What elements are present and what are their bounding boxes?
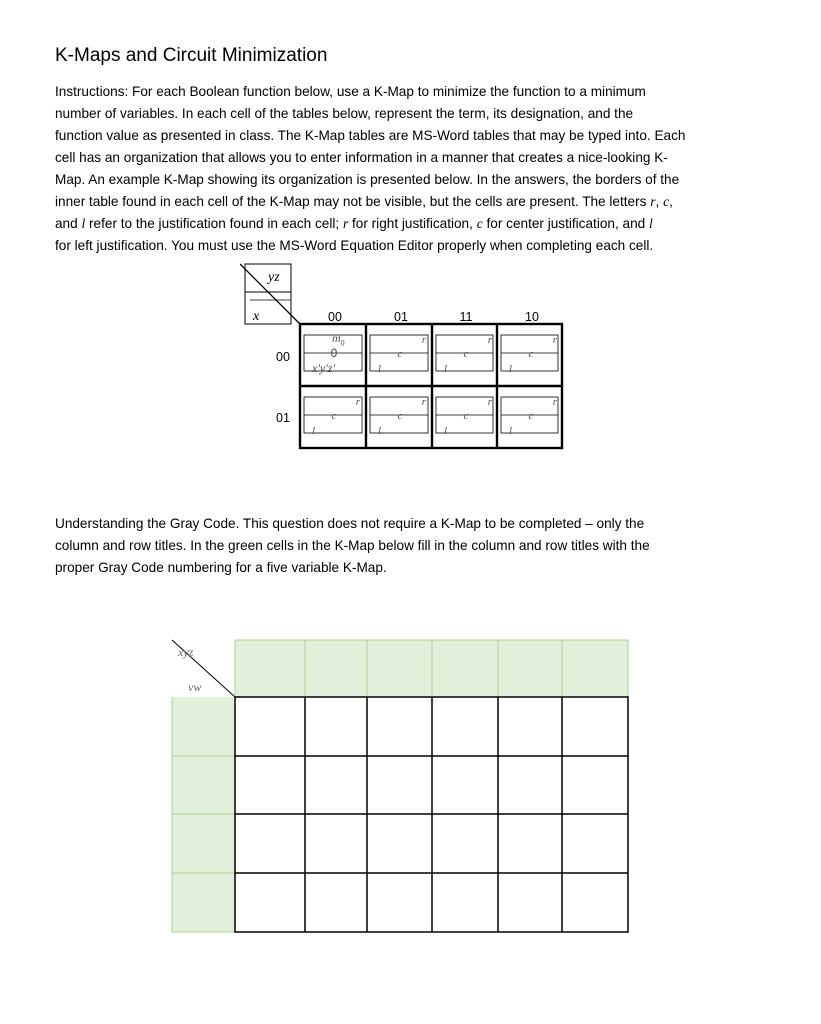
just-c-label: c (528, 410, 534, 422)
gray-code-line: proper Gray Code numbering for a five variable K-Map. (55, 560, 387, 575)
gray-kmap-row-variable: vw (188, 680, 202, 694)
gray-code-paragraph (55, 513, 755, 579)
just-r-label: r (421, 396, 426, 408)
kmap-cell[interactable] (302, 331, 366, 382)
just-l-label: l (378, 363, 382, 375)
kmap-column-header: 00 (328, 310, 342, 324)
kmap-cell[interactable] (368, 396, 432, 444)
kmap-row-variable: x (253, 309, 260, 324)
gray-code-line: Understanding the Gray Code. This question does not require a K-Map to be completed – only the (55, 516, 645, 531)
instructions-line: inner table found in each cell of the K-Map may not be visible, but the cells are present. The letters r, c, (55, 194, 673, 209)
just-c-label: c (463, 410, 469, 422)
just-c-label: c (397, 410, 403, 422)
just-r-label: r (487, 396, 492, 408)
just-r-label: r (552, 334, 557, 346)
instructions-line: cell has an organization that allows you to enter information in a manner that creates a nice-looking K- (55, 150, 668, 165)
just-r-label: r (355, 396, 360, 408)
instructions-line: number of variables. In each cell of the tables below, represent the term, its designation, and the (55, 106, 634, 121)
instructions-line: and l refer to the justification found in each cell; r for right justification, c for center justification, and l (55, 216, 653, 231)
instructions-line: Instructions: For each Boolean function below, use a K-Map to minimize the function to a minimum (55, 84, 646, 99)
kmap-row-header: 00 (276, 350, 290, 364)
kmap-column-header: 11 (459, 310, 473, 324)
just-l-label: l (509, 425, 513, 437)
just-l-label: l (378, 425, 382, 437)
instructions-paragraph (55, 81, 755, 257)
just-l-label: l (312, 425, 316, 437)
gray-code-line: column and row titles. In the green cells in the K-Map below fill in the column and row titles with the (55, 538, 650, 553)
kmap-column-header: 10 (525, 310, 539, 324)
just-c-label: c (463, 348, 469, 360)
just-l-label: l (444, 425, 448, 437)
just-c-label: c (397, 348, 403, 360)
just-r-label: r (552, 396, 557, 408)
kmap-cell[interactable] (434, 396, 498, 444)
kmap-cell[interactable] (302, 396, 366, 444)
kmap-column-variable: yz (268, 270, 280, 285)
gray-code-kmap (168, 636, 633, 936)
page-title: K-Maps and Circuit Minimization (55, 45, 328, 66)
instructions-line: for left justification. You must use the MS-Word Equation Editor properly when completing each cell. (55, 238, 654, 253)
kmap-column-header: 01 (394, 310, 408, 324)
just-l-label: l (444, 363, 448, 375)
minterm-label: $m_0$ (332, 331, 345, 348)
just-r-label: r (421, 334, 426, 346)
cell-expression: x'y'z' (312, 361, 336, 375)
just-r-label: r (487, 334, 492, 346)
kmap-cell[interactable] (499, 334, 563, 382)
just-c-label: c (528, 348, 534, 360)
kmap-row-header: 01 (276, 411, 290, 425)
kmap-cell[interactable] (434, 334, 498, 382)
kmap-cell[interactable] (499, 396, 563, 444)
instructions-line: function value as presented in class. The K-Map tables are MS-Word tables that may be typed into. Each (55, 128, 686, 143)
just-l-label: l (509, 363, 513, 375)
instructions-line: Map. An example K-Map showing its organization is presented below. In the answers, the borders of the (55, 172, 680, 187)
gray-kmap-column-variable: xyz (178, 645, 194, 659)
just-c-label: c (331, 410, 337, 422)
cell-function-value: 0 (330, 346, 338, 360)
kmap-cell[interactable] (368, 334, 432, 382)
